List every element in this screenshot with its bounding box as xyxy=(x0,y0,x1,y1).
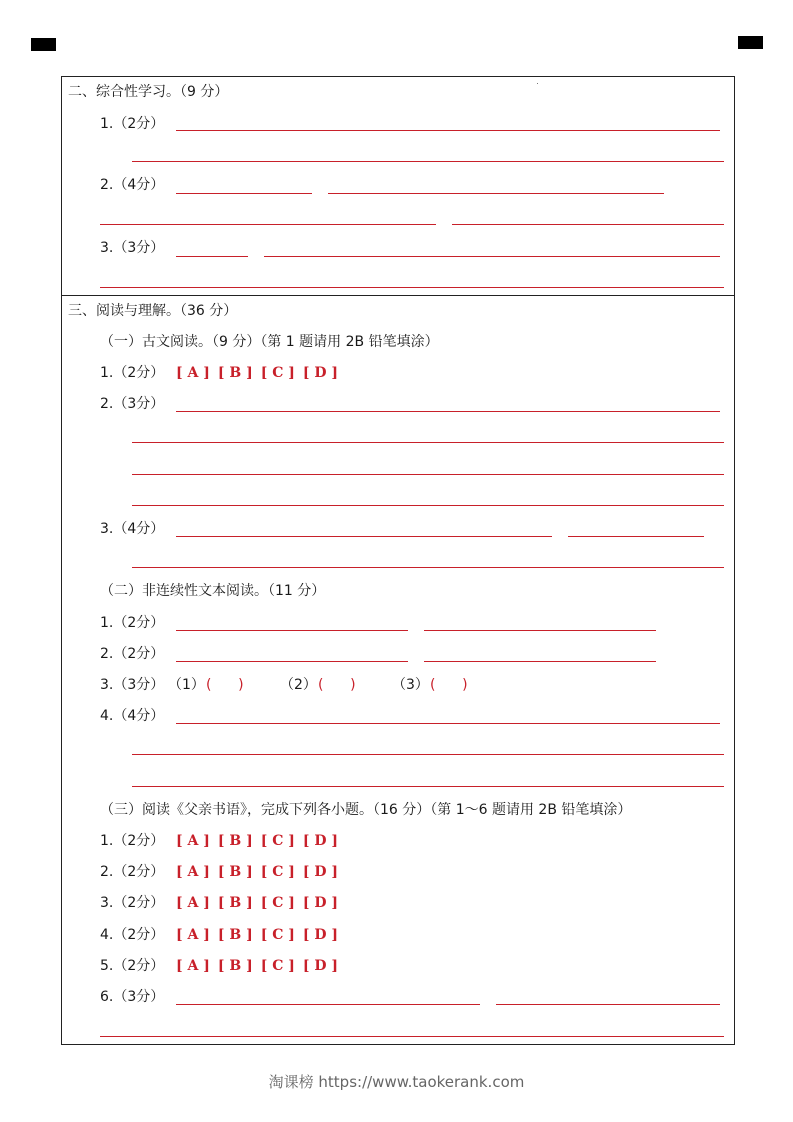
answer-line[interactable] xyxy=(100,287,724,288)
answer-line[interactable] xyxy=(176,256,248,257)
section-3-title: 三、阅读与理解。（36 分） xyxy=(68,303,238,319)
answer-line[interactable] xyxy=(132,161,724,162)
option-b-bubble[interactable]: [ B ] xyxy=(217,864,253,880)
part-2-title: （二）非连续性文本阅读。（11 分） xyxy=(100,583,326,599)
answer-line[interactable] xyxy=(176,661,408,662)
option-a-bubble[interactable]: [ A ] xyxy=(176,895,210,911)
option-b-bubble[interactable]: [ B ] xyxy=(217,833,253,849)
answer-line[interactable] xyxy=(424,661,656,662)
answer-line[interactable] xyxy=(176,130,720,131)
answer-line[interactable] xyxy=(132,505,724,506)
answer-line[interactable] xyxy=(132,442,724,443)
answer-line[interactable] xyxy=(452,224,724,225)
sub-label-3: （3） xyxy=(392,677,429,693)
alignment-marker-left xyxy=(31,38,56,51)
choice-bubbles xyxy=(176,926,346,944)
option-c-bubble[interactable]: [ C ] xyxy=(260,864,295,880)
scan-dot xyxy=(537,83,538,84)
answer-line[interactable] xyxy=(568,536,704,537)
part-3-title: （三）阅读《父亲书语》，完成下列各小题。（16 分）（第 1～6 题请用 2B 铅笔填涂） xyxy=(100,802,632,818)
answer-blank-1[interactable]: ( ) xyxy=(206,677,244,693)
question-label: 3.（3分） xyxy=(100,677,165,693)
option-b-bubble[interactable]: [ B ] xyxy=(217,365,253,381)
answer-line[interactable] xyxy=(132,567,724,568)
part-1-title: （一）古文阅读。（9 分）（第 1 题请用 2B 铅笔填涂） xyxy=(100,334,439,350)
option-b-bubble[interactable]: [ B ] xyxy=(217,927,253,943)
question-label: 2.（4分） xyxy=(100,177,165,193)
sub-label-1: （1） xyxy=(168,677,205,693)
answer-line[interactable] xyxy=(132,474,724,475)
option-b-bubble[interactable]: [ B ] xyxy=(217,895,253,911)
option-d-bubble[interactable]: [ D ] xyxy=(302,864,338,880)
answer-line[interactable] xyxy=(132,786,724,787)
question-label: 1.（2分） xyxy=(100,365,165,381)
option-b-bubble[interactable]: [ B ] xyxy=(217,958,253,974)
choice-bubbles xyxy=(176,894,346,912)
answer-blank-2[interactable]: ( ) xyxy=(318,677,356,693)
footer-watermark: 淘课榜 https://www.taokerank.com xyxy=(268,1073,525,1091)
answer-line[interactable] xyxy=(100,224,436,225)
question-label: 2.（2分） xyxy=(100,864,165,880)
option-c-bubble[interactable]: [ C ] xyxy=(260,958,295,974)
answer-line[interactable] xyxy=(132,754,724,755)
option-c-bubble[interactable]: [ C ] xyxy=(260,365,295,381)
answer-line[interactable] xyxy=(176,193,312,194)
question-label: 3.（4分） xyxy=(100,521,165,537)
choice-bubbles xyxy=(176,364,346,382)
answer-blank-3[interactable]: ( ) xyxy=(430,677,468,693)
answer-line[interactable] xyxy=(176,630,408,631)
answer-line[interactable] xyxy=(176,1004,480,1005)
section-divider xyxy=(62,295,734,296)
choice-bubbles xyxy=(176,863,346,881)
option-c-bubble[interactable]: [ C ] xyxy=(260,927,295,943)
answer-line[interactable] xyxy=(176,536,552,537)
question-label: 4.（2分） xyxy=(100,927,165,943)
option-d-bubble[interactable]: [ D ] xyxy=(302,927,338,943)
choice-bubbles xyxy=(176,957,346,975)
question-label: 6.（3分） xyxy=(100,989,165,1005)
option-c-bubble[interactable]: [ C ] xyxy=(260,895,295,911)
question-label: 4.（4分） xyxy=(100,708,165,724)
section-2-title: 二、综合性学习。（9 分） xyxy=(68,84,229,100)
question-label: 3.（2分） xyxy=(100,895,165,911)
question-label: 5.（2分） xyxy=(100,958,165,974)
option-a-bubble[interactable]: [ A ] xyxy=(176,958,210,974)
answer-line[interactable] xyxy=(424,630,656,631)
answer-line[interactable] xyxy=(176,411,720,412)
question-label: 2.（2分） xyxy=(100,646,165,662)
alignment-marker-right xyxy=(738,36,763,49)
answer-line[interactable] xyxy=(176,723,720,724)
question-label: 1.（2分） xyxy=(100,116,165,132)
option-d-bubble[interactable]: [ D ] xyxy=(302,365,338,381)
question-label: 1.（2分） xyxy=(100,615,165,631)
choice-bubbles xyxy=(176,832,346,850)
sub-label-2: （2） xyxy=(280,677,317,693)
answer-line[interactable] xyxy=(496,1004,720,1005)
option-a-bubble[interactable]: [ A ] xyxy=(176,833,210,849)
option-d-bubble[interactable]: [ D ] xyxy=(302,833,338,849)
option-a-bubble[interactable]: [ A ] xyxy=(176,864,210,880)
answer-line[interactable] xyxy=(264,256,720,257)
option-a-bubble[interactable]: [ A ] xyxy=(176,927,210,943)
question-label: 3.（3分） xyxy=(100,240,165,256)
question-label: 2.（3分） xyxy=(100,396,165,412)
option-d-bubble[interactable]: [ D ] xyxy=(302,895,338,911)
option-a-bubble[interactable]: [ A ] xyxy=(176,365,210,381)
answer-line[interactable] xyxy=(100,1036,724,1037)
option-c-bubble[interactable]: [ C ] xyxy=(260,833,295,849)
option-d-bubble[interactable]: [ D ] xyxy=(302,958,338,974)
question-label: 1.（2分） xyxy=(100,833,165,849)
answer-line[interactable] xyxy=(328,193,664,194)
